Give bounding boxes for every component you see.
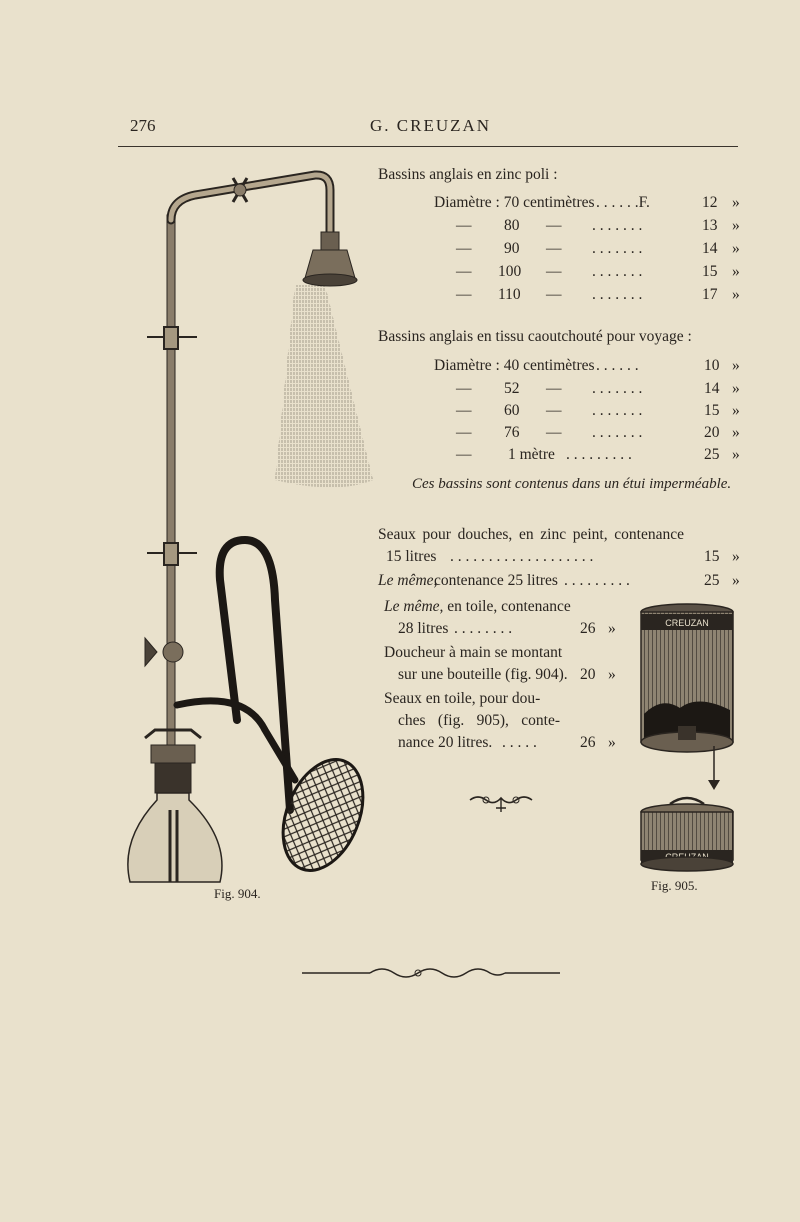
ornament-small	[466, 792, 536, 816]
toile-line-1: Seaux en toile, pour dou-	[384, 690, 541, 707]
fig-904-shower-illustration	[125, 160, 375, 885]
page-number: 276	[130, 116, 156, 135]
price: 14	[704, 380, 720, 397]
price: 15	[702, 263, 718, 280]
price: 20	[704, 424, 720, 441]
page-title: G. CREUZAN	[370, 116, 492, 135]
section1-heading: Bassins anglais en zinc poli :	[378, 166, 558, 183]
bucket-brand-top: CREUZAN	[665, 618, 709, 628]
price: 10	[704, 357, 720, 374]
price: 14	[702, 240, 718, 257]
price: 25	[704, 572, 720, 589]
price: 25	[704, 446, 720, 463]
price: 17	[702, 286, 718, 303]
price: 20	[580, 666, 596, 683]
section2-heading: Bassins anglais en tissu caoutchouté pour voyage :	[378, 328, 692, 345]
fig-904-caption: Fig. 904.	[214, 886, 261, 901]
meme2-line-1: Le même, en toile, contenance	[384, 598, 571, 615]
ornament-rule	[300, 962, 562, 982]
fig-905-buckets-illustration	[632, 596, 742, 886]
fig-905-caption: Fig. 905.	[651, 878, 698, 893]
doucheur-line-1: Doucheur à main se montant	[384, 644, 563, 661]
seaux-line-1: Seaux pour douches, en zinc peint, contenance	[378, 526, 684, 543]
bassins-note: Ces bassins sont contenus dans un étui imperméable.	[412, 476, 732, 492]
price: 12	[702, 194, 718, 211]
price: 15	[704, 402, 720, 419]
header-rule	[118, 146, 738, 147]
price: 15	[704, 548, 720, 565]
price: 26	[580, 620, 596, 637]
price: 26	[580, 734, 596, 751]
toile-line-2: ches (fig. 905), conte-	[398, 712, 560, 729]
price: 13	[702, 217, 718, 234]
